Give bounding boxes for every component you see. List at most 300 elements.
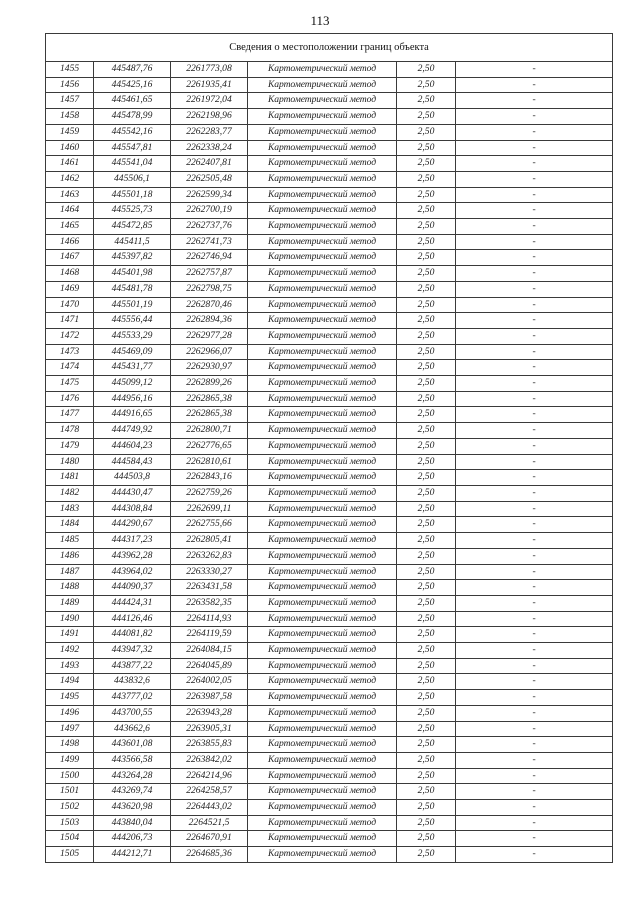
accuracy-cell: 2,50: [397, 800, 456, 816]
x-coordinate-cell: 445501,18: [94, 187, 171, 203]
point-number-cell: 1485: [46, 533, 94, 549]
method-cell: Картометрический метод: [248, 391, 397, 407]
accuracy-cell: 2,50: [397, 328, 456, 344]
y-coordinate-cell: 2262338,24: [171, 140, 248, 156]
y-coordinate-cell: 2264521,5: [171, 815, 248, 831]
y-coordinate-cell: 2263855,83: [171, 737, 248, 753]
y-coordinate-cell: 2262741,73: [171, 234, 248, 250]
table-row: [46, 297, 613, 313]
method-cell: Картометрический метод: [248, 360, 397, 376]
x-coordinate-cell: 445397,82: [94, 250, 171, 266]
note-cell: -: [456, 407, 613, 423]
method-cell: Картометрический метод: [248, 156, 397, 172]
point-number-cell: 1492: [46, 643, 94, 659]
accuracy-cell: 2,50: [397, 454, 456, 470]
note-cell: -: [456, 219, 613, 235]
y-coordinate-cell: 2264114,93: [171, 611, 248, 627]
table-row: [46, 831, 613, 847]
y-coordinate-cell: 2261972,04: [171, 93, 248, 109]
x-coordinate-cell: 445431,77: [94, 360, 171, 376]
x-coordinate-cell: 445472,85: [94, 219, 171, 235]
accuracy-cell: 2,50: [397, 470, 456, 486]
method-cell: Картометрический метод: [248, 140, 397, 156]
note-cell: -: [456, 595, 613, 611]
table-row: [46, 124, 613, 140]
table-body: [46, 62, 613, 863]
note-cell: -: [456, 580, 613, 596]
point-number-cell: 1469: [46, 281, 94, 297]
method-cell: Картометрический метод: [248, 77, 397, 93]
table-row: [46, 344, 613, 360]
y-coordinate-cell: 2262737,76: [171, 219, 248, 235]
table-row: [46, 690, 613, 706]
y-coordinate-cell: 2262977,28: [171, 328, 248, 344]
x-coordinate-cell: 444916,65: [94, 407, 171, 423]
accuracy-cell: 2,50: [397, 344, 456, 360]
accuracy-cell: 2,50: [397, 93, 456, 109]
table-row: [46, 643, 613, 659]
point-number-cell: 1459: [46, 124, 94, 140]
accuracy-cell: 2,50: [397, 203, 456, 219]
point-number-cell: 1498: [46, 737, 94, 753]
accuracy-cell: 2,50: [397, 548, 456, 564]
x-coordinate-cell: 444749,92: [94, 423, 171, 439]
x-coordinate-cell: 445099,12: [94, 376, 171, 392]
point-number-cell: 1460: [46, 140, 94, 156]
y-coordinate-cell: 2264214,96: [171, 768, 248, 784]
method-cell: Картометрический метод: [248, 595, 397, 611]
note-cell: -: [456, 564, 613, 580]
note-cell: -: [456, 533, 613, 549]
y-coordinate-cell: 2264685,36: [171, 847, 248, 863]
note-cell: -: [456, 831, 613, 847]
x-coordinate-cell: 443620,98: [94, 800, 171, 816]
point-number-cell: 1458: [46, 109, 94, 125]
x-coordinate-cell: 443832,6: [94, 674, 171, 690]
table-row: [46, 470, 613, 486]
point-number-cell: 1470: [46, 297, 94, 313]
x-coordinate-cell: 444424,31: [94, 595, 171, 611]
note-cell: -: [456, 721, 613, 737]
note-cell: -: [456, 815, 613, 831]
table-row: [46, 77, 613, 93]
table-row: [46, 847, 613, 863]
x-coordinate-cell: 444604,23: [94, 438, 171, 454]
x-coordinate-cell: 445542,16: [94, 124, 171, 140]
y-coordinate-cell: 2262865,38: [171, 407, 248, 423]
accuracy-cell: 2,50: [397, 77, 456, 93]
y-coordinate-cell: 2262283,77: [171, 124, 248, 140]
method-cell: Картометрический метод: [248, 548, 397, 564]
table-row: [46, 313, 613, 329]
method-cell: Картометрический метод: [248, 674, 397, 690]
note-cell: -: [456, 548, 613, 564]
note-cell: -: [456, 690, 613, 706]
x-coordinate-cell: 444430,47: [94, 485, 171, 501]
table-row: [46, 611, 613, 627]
x-coordinate-cell: 444212,71: [94, 847, 171, 863]
method-cell: Картометрический метод: [248, 752, 397, 768]
point-number-cell: 1496: [46, 705, 94, 721]
point-number-cell: 1480: [46, 454, 94, 470]
point-number-cell: 1500: [46, 768, 94, 784]
x-coordinate-cell: 445556,44: [94, 313, 171, 329]
table-row: [46, 784, 613, 800]
accuracy-cell: 2,50: [397, 847, 456, 863]
x-coordinate-cell: 444956,16: [94, 391, 171, 407]
note-cell: -: [456, 171, 613, 187]
table-row: [46, 737, 613, 753]
y-coordinate-cell: 2262870,46: [171, 297, 248, 313]
y-coordinate-cell: 2262700,19: [171, 203, 248, 219]
accuracy-cell: 2,50: [397, 580, 456, 596]
table-row: [46, 501, 613, 517]
note-cell: -: [456, 391, 613, 407]
y-coordinate-cell: 2264258,57: [171, 784, 248, 800]
x-coordinate-cell: 444503,8: [94, 470, 171, 486]
x-coordinate-cell: 445478,99: [94, 109, 171, 125]
point-number-cell: 1461: [46, 156, 94, 172]
method-cell: Картометрический метод: [248, 580, 397, 596]
table-header-row: [46, 34, 613, 62]
accuracy-cell: 2,50: [397, 737, 456, 753]
table-row: [46, 266, 613, 282]
x-coordinate-cell: 443700,55: [94, 705, 171, 721]
method-cell: Картометрический метод: [248, 423, 397, 439]
y-coordinate-cell: 2261935,41: [171, 77, 248, 93]
method-cell: Картометрический метод: [248, 187, 397, 203]
y-coordinate-cell: 2263905,31: [171, 721, 248, 737]
note-cell: -: [456, 674, 613, 690]
accuracy-cell: 2,50: [397, 423, 456, 439]
table-title: Сведения о местоположении границ объекта: [46, 34, 613, 62]
method-cell: Картометрический метод: [248, 690, 397, 706]
point-number-cell: 1465: [46, 219, 94, 235]
accuracy-cell: 2,50: [397, 501, 456, 517]
y-coordinate-cell: 2262966,07: [171, 344, 248, 360]
accuracy-cell: 2,50: [397, 784, 456, 800]
table-row: [46, 93, 613, 109]
x-coordinate-cell: 445469,09: [94, 344, 171, 360]
table-row: [46, 533, 613, 549]
y-coordinate-cell: 2264045,89: [171, 658, 248, 674]
note-cell: -: [456, 281, 613, 297]
accuracy-cell: 2,50: [397, 752, 456, 768]
point-number-cell: 1482: [46, 485, 94, 501]
table-row: [46, 360, 613, 376]
table-row: [46, 752, 613, 768]
table-row: [46, 595, 613, 611]
method-cell: Картометрический метод: [248, 784, 397, 800]
y-coordinate-cell: 2262757,87: [171, 266, 248, 282]
x-coordinate-cell: 443962,28: [94, 548, 171, 564]
table-row: [46, 328, 613, 344]
accuracy-cell: 2,50: [397, 250, 456, 266]
note-cell: -: [456, 313, 613, 329]
x-coordinate-cell: 443877,22: [94, 658, 171, 674]
method-cell: Картометрический метод: [248, 407, 397, 423]
accuracy-cell: 2,50: [397, 595, 456, 611]
point-number-cell: 1474: [46, 360, 94, 376]
x-coordinate-cell: 444308,84: [94, 501, 171, 517]
accuracy-cell: 2,50: [397, 376, 456, 392]
point-number-cell: 1455: [46, 62, 94, 78]
note-cell: -: [456, 62, 613, 78]
y-coordinate-cell: 2264119,59: [171, 627, 248, 643]
point-number-cell: 1501: [46, 784, 94, 800]
point-number-cell: 1476: [46, 391, 94, 407]
x-coordinate-cell: 445461,65: [94, 93, 171, 109]
table-row: [46, 517, 613, 533]
table-row: [46, 721, 613, 737]
point-number-cell: 1471: [46, 313, 94, 329]
point-number-cell: 1462: [46, 171, 94, 187]
x-coordinate-cell: 443964,02: [94, 564, 171, 580]
method-cell: Картометрический метод: [248, 234, 397, 250]
x-coordinate-cell: 445425,16: [94, 77, 171, 93]
note-cell: -: [456, 800, 613, 816]
y-coordinate-cell: 2262800,71: [171, 423, 248, 439]
method-cell: Картометрический метод: [248, 62, 397, 78]
note-cell: -: [456, 705, 613, 721]
note-cell: -: [456, 752, 613, 768]
note-cell: -: [456, 847, 613, 863]
x-coordinate-cell: 443777,02: [94, 690, 171, 706]
point-number-cell: 1468: [46, 266, 94, 282]
x-coordinate-cell: 445506,1: [94, 171, 171, 187]
note-cell: -: [456, 784, 613, 800]
accuracy-cell: 2,50: [397, 124, 456, 140]
table-row: [46, 140, 613, 156]
accuracy-cell: 2,50: [397, 721, 456, 737]
x-coordinate-cell: 443566,58: [94, 752, 171, 768]
method-cell: Картометрический метод: [248, 643, 397, 659]
point-number-cell: 1473: [46, 344, 94, 360]
x-coordinate-cell: 443947,32: [94, 643, 171, 659]
point-number-cell: 1489: [46, 595, 94, 611]
accuracy-cell: 2,50: [397, 438, 456, 454]
note-cell: -: [456, 485, 613, 501]
note-cell: -: [456, 768, 613, 784]
point-number-cell: 1475: [46, 376, 94, 392]
x-coordinate-cell: 445481,78: [94, 281, 171, 297]
x-coordinate-cell: 445411,5: [94, 234, 171, 250]
accuracy-cell: 2,50: [397, 140, 456, 156]
note-cell: -: [456, 140, 613, 156]
x-coordinate-cell: 444290,67: [94, 517, 171, 533]
note-cell: -: [456, 203, 613, 219]
note-cell: -: [456, 658, 613, 674]
note-cell: -: [456, 611, 613, 627]
accuracy-cell: 2,50: [397, 705, 456, 721]
accuracy-cell: 2,50: [397, 627, 456, 643]
x-coordinate-cell: 443840,04: [94, 815, 171, 831]
method-cell: Картометрический метод: [248, 203, 397, 219]
method-cell: Картометрический метод: [248, 533, 397, 549]
point-number-cell: 1486: [46, 548, 94, 564]
y-coordinate-cell: 2264443,02: [171, 800, 248, 816]
method-cell: Картометрический метод: [248, 266, 397, 282]
note-cell: -: [456, 344, 613, 360]
method-cell: Картометрический метод: [248, 815, 397, 831]
y-coordinate-cell: 2262699,11: [171, 501, 248, 517]
note-cell: -: [456, 423, 613, 439]
method-cell: Картометрический метод: [248, 847, 397, 863]
y-coordinate-cell: 2263431,58: [171, 580, 248, 596]
y-coordinate-cell: 2263262,83: [171, 548, 248, 564]
table-row: [46, 705, 613, 721]
page-number: 113: [310, 13, 330, 28]
table-row: [46, 156, 613, 172]
method-cell: Картометрический метод: [248, 721, 397, 737]
point-number-cell: 1488: [46, 580, 94, 596]
point-number-cell: 1481: [46, 470, 94, 486]
accuracy-cell: 2,50: [397, 658, 456, 674]
x-coordinate-cell: 445401,98: [94, 266, 171, 282]
note-cell: -: [456, 643, 613, 659]
table-row: [46, 800, 613, 816]
method-cell: Картометрический метод: [248, 124, 397, 140]
note-cell: -: [456, 376, 613, 392]
y-coordinate-cell: 2263582,35: [171, 595, 248, 611]
note-cell: -: [456, 454, 613, 470]
accuracy-cell: 2,50: [397, 485, 456, 501]
point-number-cell: 1463: [46, 187, 94, 203]
table-row: [46, 485, 613, 501]
method-cell: Картометрический метод: [248, 564, 397, 580]
accuracy-cell: 2,50: [397, 266, 456, 282]
y-coordinate-cell: 2261773,08: [171, 62, 248, 78]
method-cell: Картометрический метод: [248, 438, 397, 454]
y-coordinate-cell: 2264670,91: [171, 831, 248, 847]
point-number-cell: 1503: [46, 815, 94, 831]
y-coordinate-cell: 2263842,02: [171, 752, 248, 768]
method-cell: Картометрический метод: [248, 485, 397, 501]
point-number-cell: 1477: [46, 407, 94, 423]
x-coordinate-cell: 444206,73: [94, 831, 171, 847]
accuracy-cell: 2,50: [397, 815, 456, 831]
note-cell: -: [456, 109, 613, 125]
note-cell: -: [456, 737, 613, 753]
y-coordinate-cell: 2263330,27: [171, 564, 248, 580]
method-cell: Картометрический метод: [248, 768, 397, 784]
note-cell: -: [456, 360, 613, 376]
y-coordinate-cell: 2262746,94: [171, 250, 248, 266]
y-coordinate-cell: 2262755,66: [171, 517, 248, 533]
method-cell: Картометрический метод: [248, 800, 397, 816]
note-cell: -: [456, 470, 613, 486]
y-coordinate-cell: 2262899,26: [171, 376, 248, 392]
point-number-cell: 1478: [46, 423, 94, 439]
point-number-cell: 1494: [46, 674, 94, 690]
point-number-cell: 1505: [46, 847, 94, 863]
method-cell: Картометрический метод: [248, 501, 397, 517]
accuracy-cell: 2,50: [397, 517, 456, 533]
accuracy-cell: 2,50: [397, 533, 456, 549]
x-coordinate-cell: 444081,82: [94, 627, 171, 643]
method-cell: Картометрический метод: [248, 470, 397, 486]
point-number-cell: 1467: [46, 250, 94, 266]
note-cell: -: [456, 501, 613, 517]
accuracy-cell: 2,50: [397, 674, 456, 690]
x-coordinate-cell: 445525,73: [94, 203, 171, 219]
point-number-cell: 1479: [46, 438, 94, 454]
point-number-cell: 1466: [46, 234, 94, 250]
table-row: [46, 391, 613, 407]
y-coordinate-cell: 2262505,48: [171, 171, 248, 187]
method-cell: Картометрический метод: [248, 109, 397, 125]
point-number-cell: 1499: [46, 752, 94, 768]
table-row: [46, 815, 613, 831]
method-cell: Картометрический метод: [248, 376, 397, 392]
table-row: [46, 203, 613, 219]
y-coordinate-cell: 2262843,16: [171, 470, 248, 486]
x-coordinate-cell: 444126,46: [94, 611, 171, 627]
x-coordinate-cell: 443601,08: [94, 737, 171, 753]
table-row: [46, 768, 613, 784]
x-coordinate-cell: 444090,37: [94, 580, 171, 596]
accuracy-cell: 2,50: [397, 643, 456, 659]
table-row: [46, 234, 613, 250]
y-coordinate-cell: 2262198,96: [171, 109, 248, 125]
method-cell: Картометрический метод: [248, 281, 397, 297]
accuracy-cell: 2,50: [397, 156, 456, 172]
method-cell: Картометрический метод: [248, 705, 397, 721]
method-cell: Картометрический метод: [248, 611, 397, 627]
method-cell: Картометрический метод: [248, 93, 397, 109]
note-cell: -: [456, 266, 613, 282]
accuracy-cell: 2,50: [397, 62, 456, 78]
y-coordinate-cell: 2262759,26: [171, 485, 248, 501]
table-row: [46, 564, 613, 580]
x-coordinate-cell: 445533,29: [94, 328, 171, 344]
y-coordinate-cell: 2262798,75: [171, 281, 248, 297]
method-cell: Картометрический метод: [248, 831, 397, 847]
table-row: [46, 187, 613, 203]
method-cell: Картометрический метод: [248, 627, 397, 643]
table-row: [46, 376, 613, 392]
table-row: [46, 407, 613, 423]
note-cell: -: [456, 328, 613, 344]
y-coordinate-cell: 2264002,05: [171, 674, 248, 690]
accuracy-cell: 2,50: [397, 297, 456, 313]
method-cell: Картометрический метод: [248, 737, 397, 753]
point-number-cell: 1493: [46, 658, 94, 674]
method-cell: Картометрический метод: [248, 250, 397, 266]
accuracy-cell: 2,50: [397, 407, 456, 423]
table-row: [46, 438, 613, 454]
accuracy-cell: 2,50: [397, 768, 456, 784]
accuracy-cell: 2,50: [397, 611, 456, 627]
note-cell: -: [456, 234, 613, 250]
x-coordinate-cell: 445547,81: [94, 140, 171, 156]
table-row: [46, 250, 613, 266]
table-row: [46, 171, 613, 187]
table-row: [46, 658, 613, 674]
accuracy-cell: 2,50: [397, 171, 456, 187]
method-cell: Картометрический метод: [248, 658, 397, 674]
point-number-cell: 1502: [46, 800, 94, 816]
note-cell: -: [456, 77, 613, 93]
table-row: [46, 281, 613, 297]
point-number-cell: 1472: [46, 328, 94, 344]
accuracy-cell: 2,50: [397, 360, 456, 376]
point-number-cell: 1490: [46, 611, 94, 627]
note-cell: -: [456, 156, 613, 172]
point-number-cell: 1491: [46, 627, 94, 643]
accuracy-cell: 2,50: [397, 564, 456, 580]
point-number-cell: 1457: [46, 93, 94, 109]
